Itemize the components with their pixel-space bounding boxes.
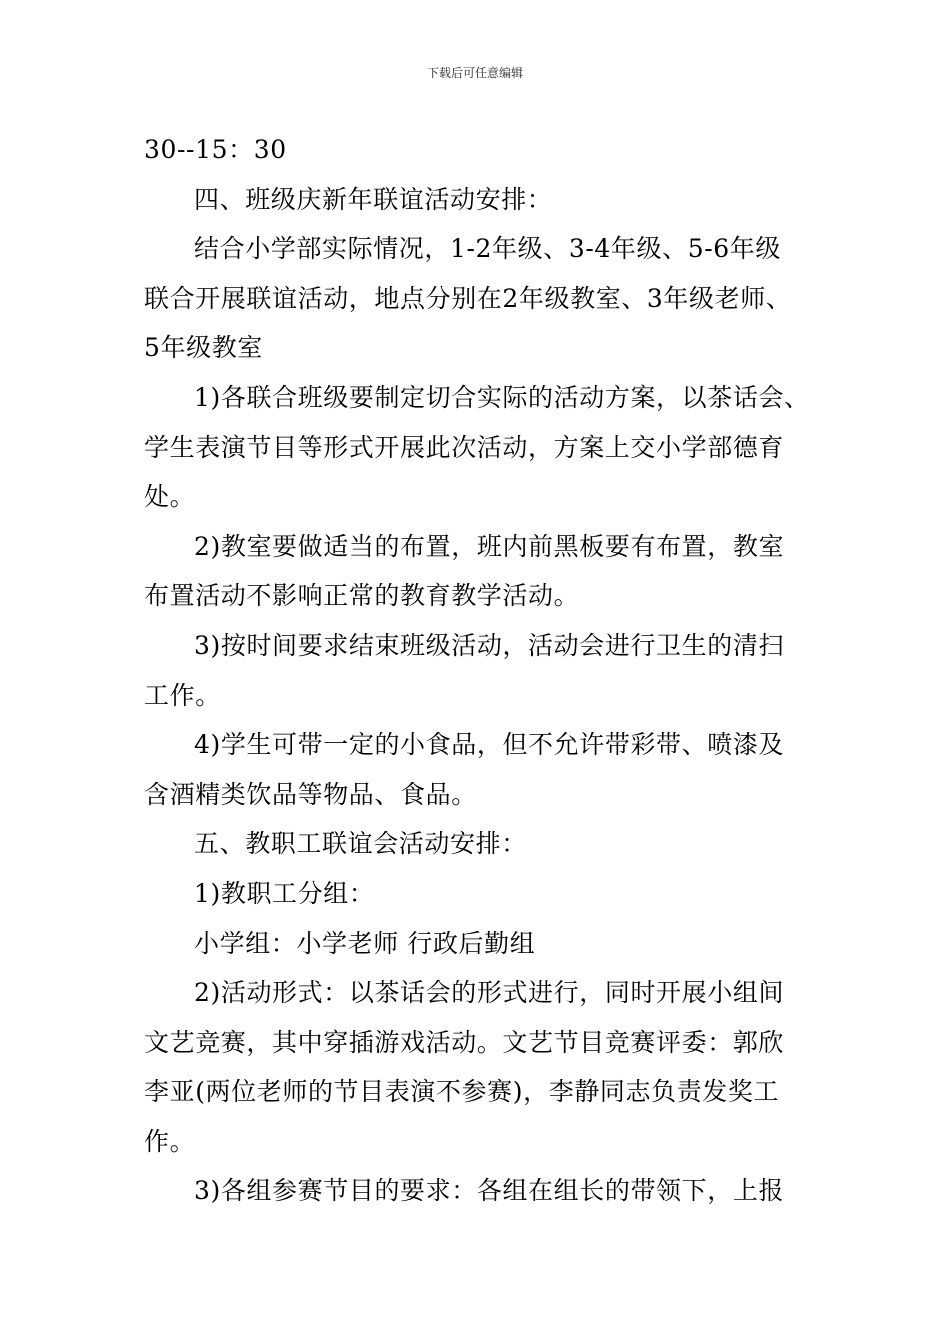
text-line: 2)教室要做适当的布置，班内前黑板要有布置，教室 [194,531,785,561]
text-line: 2)活动形式：以茶话会的形式进行，同时开展小组间 [194,978,785,1008]
text-line: 工作。 [144,680,221,710]
text-line: 处。 [144,482,196,512]
text-line: 小学组：小学老师 行政后勤组 [194,928,536,958]
text-line: 联合开展联谊活动，地点分别在2年级教室、3年级老师、 [144,283,792,313]
text-line: 学生表演节目等形式开展此次活动，方案上交小学部德育 [144,432,785,462]
text-line: 布置活动不影响正常的教育教学活动。 [144,581,580,611]
text-line: 李亚(两位老师的节目表演不参赛)，李静同志负责发奖工 [144,1077,780,1107]
text-line: 3)按时间要求结束班级活动，活动会进行卫生的清扫 [194,630,785,660]
text-line: 30--15：30 [144,135,287,164]
page-header: 下载后可任意编辑 [426,66,523,80]
text-line: 含酒精类饮品等物品、食品。 [144,779,477,809]
text-line: 结合小学部实际情况，1-2年级、3-4年级、5-6年级 [194,234,781,264]
text-line: 四、班级庆新年联谊活动安排： [194,184,553,214]
text-line: 4)学生可带一定的小食品，但不允许带彩带、喷漆及 [194,730,785,760]
text-line: 1)教职工分组： [194,878,375,908]
document-body [144,125,816,1216]
text-line: 五、教职工联谊会活动安排： [194,829,527,859]
text-line: 1)各联合班级要制定切合实际的活动方案，以茶话会、 [194,382,810,412]
text-line: 5年级教室 [144,333,263,363]
text-line: 作。 [144,1126,196,1156]
text-line: 文艺竞赛，其中穿插游戏活动。文艺节目竞赛评委：郭欣 [144,1027,785,1057]
text-line: 3)各组参赛节目的要求：各组在组长的带领下，上报 [194,1176,785,1206]
